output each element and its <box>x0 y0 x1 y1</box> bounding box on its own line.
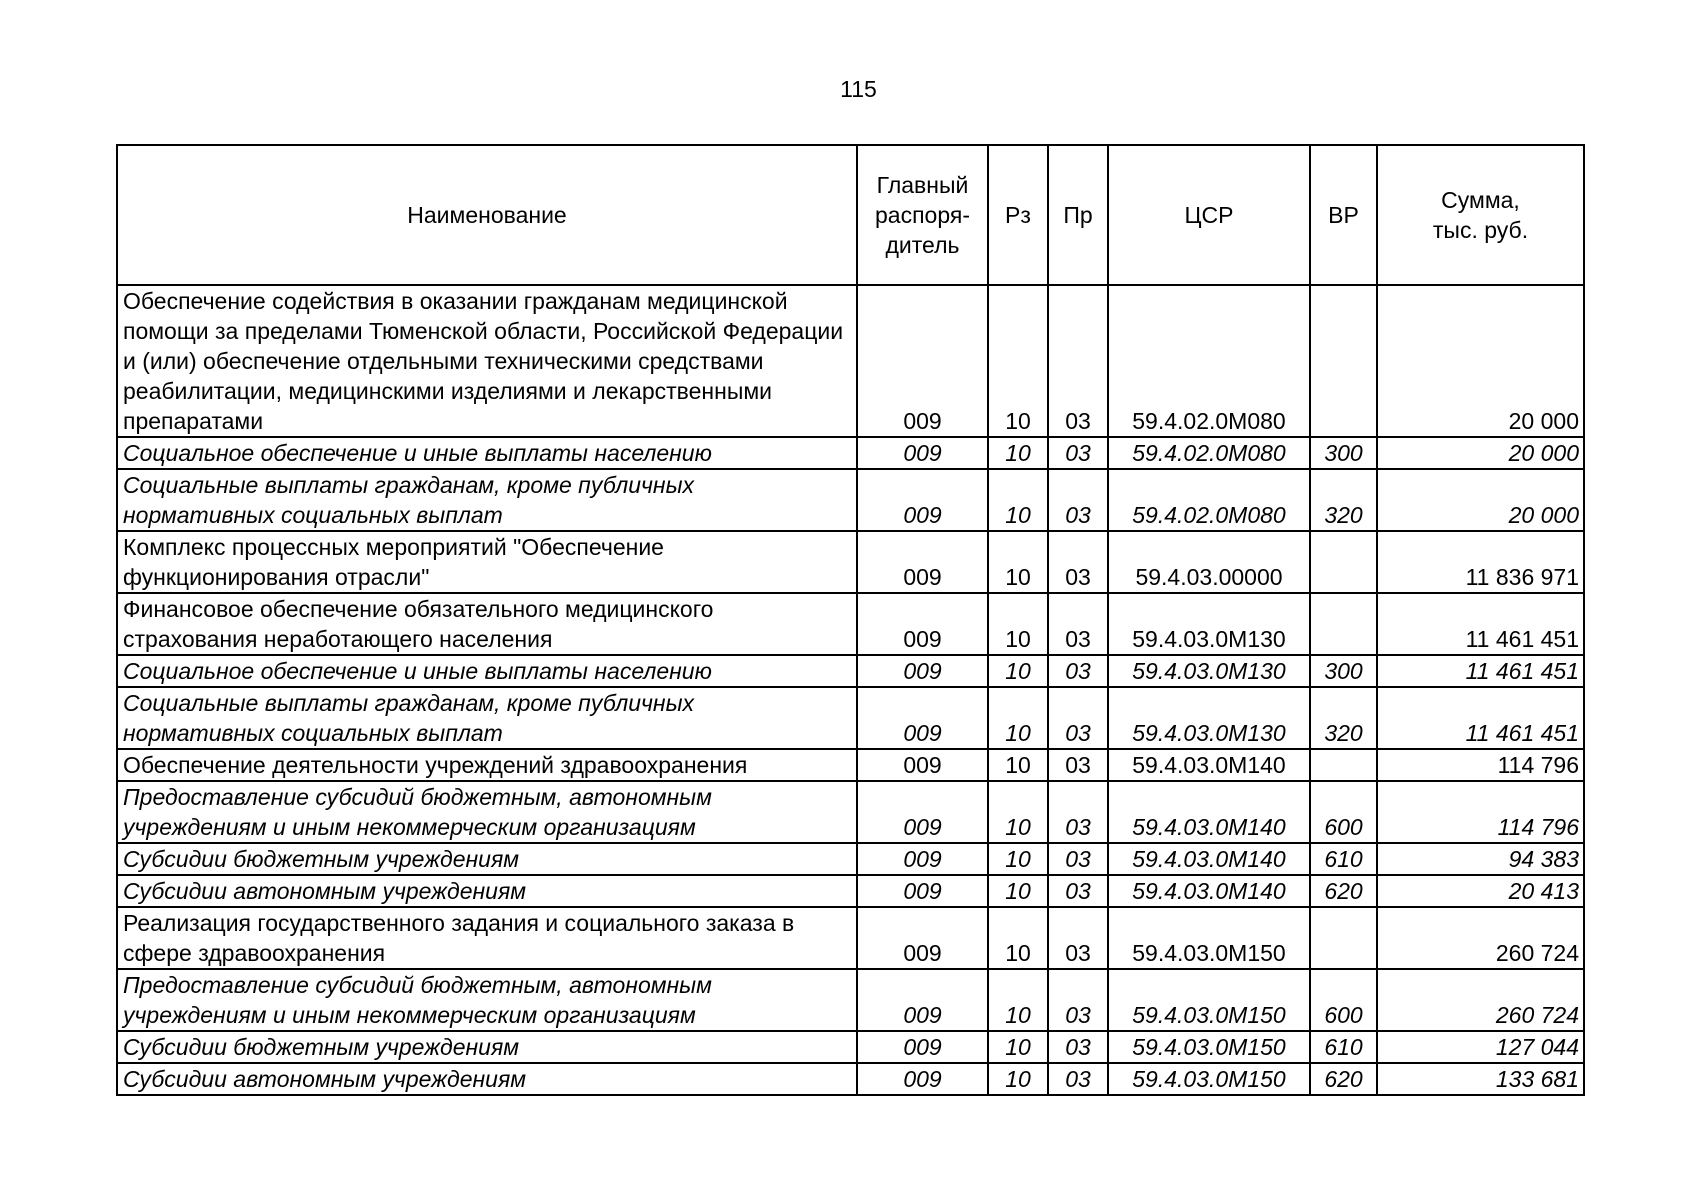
cell-name: Предоставление субсидий бюджетным, автономным учреждениям и иным некоммерческим организациям <box>117 969 857 1031</box>
header-csr: ЦСР <box>1108 145 1310 285</box>
cell-manager: 009 <box>857 749 988 781</box>
cell-rz: 10 <box>988 531 1048 593</box>
header-sum: Сумма, тыс. руб. <box>1377 145 1584 285</box>
cell-sum: 114 796 <box>1377 749 1584 781</box>
cell-manager: 009 <box>857 969 988 1031</box>
cell-manager: 009 <box>857 655 988 687</box>
cell-rz: 10 <box>988 469 1048 531</box>
cell-csr: 59.4.03.0М140 <box>1108 749 1310 781</box>
cell-vr: 620 <box>1310 875 1377 907</box>
cell-vr: 320 <box>1310 469 1377 531</box>
cell-pr: 03 <box>1048 1063 1108 1095</box>
cell-csr: 59.4.03.0М130 <box>1108 687 1310 749</box>
cell-sum: 11 461 451 <box>1377 655 1584 687</box>
cell-pr: 03 <box>1048 285 1108 437</box>
cell-vr: 300 <box>1310 437 1377 469</box>
cell-vr: 600 <box>1310 781 1377 843</box>
cell-vr: 320 <box>1310 687 1377 749</box>
cell-csr: 59.4.03.0М140 <box>1108 843 1310 875</box>
cell-rz: 10 <box>988 781 1048 843</box>
cell-sum: 127 044 <box>1377 1031 1584 1063</box>
cell-rz: 10 <box>988 843 1048 875</box>
table-row <box>117 531 1584 593</box>
cell-name: Социальные выплаты гражданам, кроме публичных нормативных социальных выплат <box>117 469 857 531</box>
cell-sum: 133 681 <box>1377 1063 1584 1095</box>
cell-sum: 11 461 451 <box>1377 593 1584 655</box>
cell-csr: 59.4.03.0М150 <box>1108 1063 1310 1095</box>
cell-rz: 10 <box>988 655 1048 687</box>
cell-manager: 009 <box>857 1063 988 1095</box>
cell-pr: 03 <box>1048 969 1108 1031</box>
cell-csr: 59.4.03.0М150 <box>1108 969 1310 1031</box>
header-pr: Пр <box>1048 145 1108 285</box>
cell-vr: 600 <box>1310 969 1377 1031</box>
cell-name: Субсидии автономным учреждениям <box>117 875 857 907</box>
cell-csr: 59.4.03.0М150 <box>1108 1031 1310 1063</box>
cell-vr <box>1310 749 1377 781</box>
cell-pr: 03 <box>1048 749 1108 781</box>
cell-sum: 20 413 <box>1377 875 1584 907</box>
cell-csr: 59.4.02.0М080 <box>1108 285 1310 437</box>
cell-sum: 114 796 <box>1377 781 1584 843</box>
table-header-row <box>117 145 1584 285</box>
table-row <box>117 655 1584 687</box>
cell-sum: 20 000 <box>1377 285 1584 437</box>
cell-csr: 59.4.03.0М130 <box>1108 593 1310 655</box>
cell-manager: 009 <box>857 843 988 875</box>
table-row <box>117 1031 1584 1063</box>
cell-manager: 009 <box>857 593 988 655</box>
cell-name: Финансовое обеспечение обязательного медицинского страхования неработающего населения <box>117 593 857 655</box>
cell-name: Социальное обеспечение и иные выплаты населению <box>117 655 857 687</box>
cell-pr: 03 <box>1048 1031 1108 1063</box>
cell-pr: 03 <box>1048 687 1108 749</box>
cell-name: Обеспечение содействия в оказании гражданам медицинской помощи за пределами Тюменской области, Российской Федерации и (или) обеспечение отдельными техническими средствами реабилитации, медицинскими изделиями и лекарственными препаратами <box>117 285 857 437</box>
cell-sum: 94 383 <box>1377 843 1584 875</box>
cell-manager: 009 <box>857 781 988 843</box>
table-row <box>117 969 1584 1031</box>
cell-rz: 10 <box>988 437 1048 469</box>
table-body <box>117 285 1584 1095</box>
table-row <box>117 907 1584 969</box>
cell-manager: 009 <box>857 1031 988 1063</box>
table-row <box>117 749 1584 781</box>
table-row <box>117 843 1584 875</box>
header-rz: Рз <box>988 145 1048 285</box>
cell-sum: 260 724 <box>1377 907 1584 969</box>
cell-name: Предоставление субсидий бюджетным, автономным учреждениям и иным некоммерческим организациям <box>117 781 857 843</box>
cell-rz: 10 <box>988 1063 1048 1095</box>
cell-pr: 03 <box>1048 437 1108 469</box>
cell-csr: 59.4.03.00000 <box>1108 531 1310 593</box>
cell-csr: 59.4.02.0М080 <box>1108 469 1310 531</box>
header-manager: Главный распоря- дитель <box>857 145 988 285</box>
cell-sum: 20 000 <box>1377 469 1584 531</box>
table-row <box>117 593 1584 655</box>
cell-pr: 03 <box>1048 469 1108 531</box>
cell-pr: 03 <box>1048 907 1108 969</box>
cell-vr <box>1310 285 1377 437</box>
cell-rz: 10 <box>988 593 1048 655</box>
cell-csr: 59.4.02.0М080 <box>1108 437 1310 469</box>
table-row <box>117 781 1584 843</box>
cell-manager: 009 <box>857 531 988 593</box>
cell-rz: 10 <box>988 969 1048 1031</box>
cell-pr: 03 <box>1048 843 1108 875</box>
cell-rz: 10 <box>988 687 1048 749</box>
cell-manager: 009 <box>857 875 988 907</box>
cell-name: Субсидии бюджетным учреждениям <box>117 843 857 875</box>
cell-rz: 10 <box>988 907 1048 969</box>
cell-csr: 59.4.03.0М140 <box>1108 875 1310 907</box>
cell-name: Реализация государственного задания и социального заказа в сфере здравоохранения <box>117 907 857 969</box>
cell-pr: 03 <box>1048 781 1108 843</box>
cell-sum: 260 724 <box>1377 969 1584 1031</box>
cell-csr: 59.4.03.0М150 <box>1108 907 1310 969</box>
table-row <box>117 687 1584 749</box>
cell-manager: 009 <box>857 687 988 749</box>
cell-vr <box>1310 531 1377 593</box>
cell-name: Социальное обеспечение и иные выплаты населению <box>117 437 857 469</box>
cell-pr: 03 <box>1048 875 1108 907</box>
budget-table <box>116 144 1585 1096</box>
cell-vr: 610 <box>1310 843 1377 875</box>
cell-rz: 10 <box>988 749 1048 781</box>
cell-vr <box>1310 593 1377 655</box>
cell-name: Социальные выплаты гражданам, кроме публичных нормативных социальных выплат <box>117 687 857 749</box>
cell-manager: 009 <box>857 285 988 437</box>
table-row <box>117 285 1584 437</box>
header-name: Наименование <box>117 145 857 285</box>
cell-name: Обеспечение деятельности учреждений здравоохранения <box>117 749 857 781</box>
cell-name: Комплекс процессных мероприятий "Обеспечение функционирования отрасли" <box>117 531 857 593</box>
cell-manager: 009 <box>857 907 988 969</box>
cell-csr: 59.4.03.0М140 <box>1108 781 1310 843</box>
table-row <box>117 1063 1584 1095</box>
cell-sum: 11 461 451 <box>1377 687 1584 749</box>
cell-csr: 59.4.03.0М130 <box>1108 655 1310 687</box>
cell-manager: 009 <box>857 469 988 531</box>
cell-pr: 03 <box>1048 655 1108 687</box>
cell-name: Субсидии автономным учреждениям <box>117 1063 857 1095</box>
page-number: 115 <box>840 76 877 102</box>
cell-name: Субсидии бюджетным учреждениям <box>117 1031 857 1063</box>
cell-rz: 10 <box>988 1031 1048 1063</box>
cell-pr: 03 <box>1048 531 1108 593</box>
cell-vr <box>1310 907 1377 969</box>
table-row <box>117 469 1584 531</box>
cell-vr: 610 <box>1310 1031 1377 1063</box>
table-row <box>117 437 1584 469</box>
cell-vr: 620 <box>1310 1063 1377 1095</box>
header-vr: ВР <box>1310 145 1377 285</box>
cell-sum: 11 836 971 <box>1377 531 1584 593</box>
cell-sum: 20 000 <box>1377 437 1584 469</box>
cell-pr: 03 <box>1048 593 1108 655</box>
table-row <box>117 875 1584 907</box>
cell-rz: 10 <box>988 285 1048 437</box>
cell-manager: 009 <box>857 437 988 469</box>
cell-vr: 300 <box>1310 655 1377 687</box>
cell-rz: 10 <box>988 875 1048 907</box>
